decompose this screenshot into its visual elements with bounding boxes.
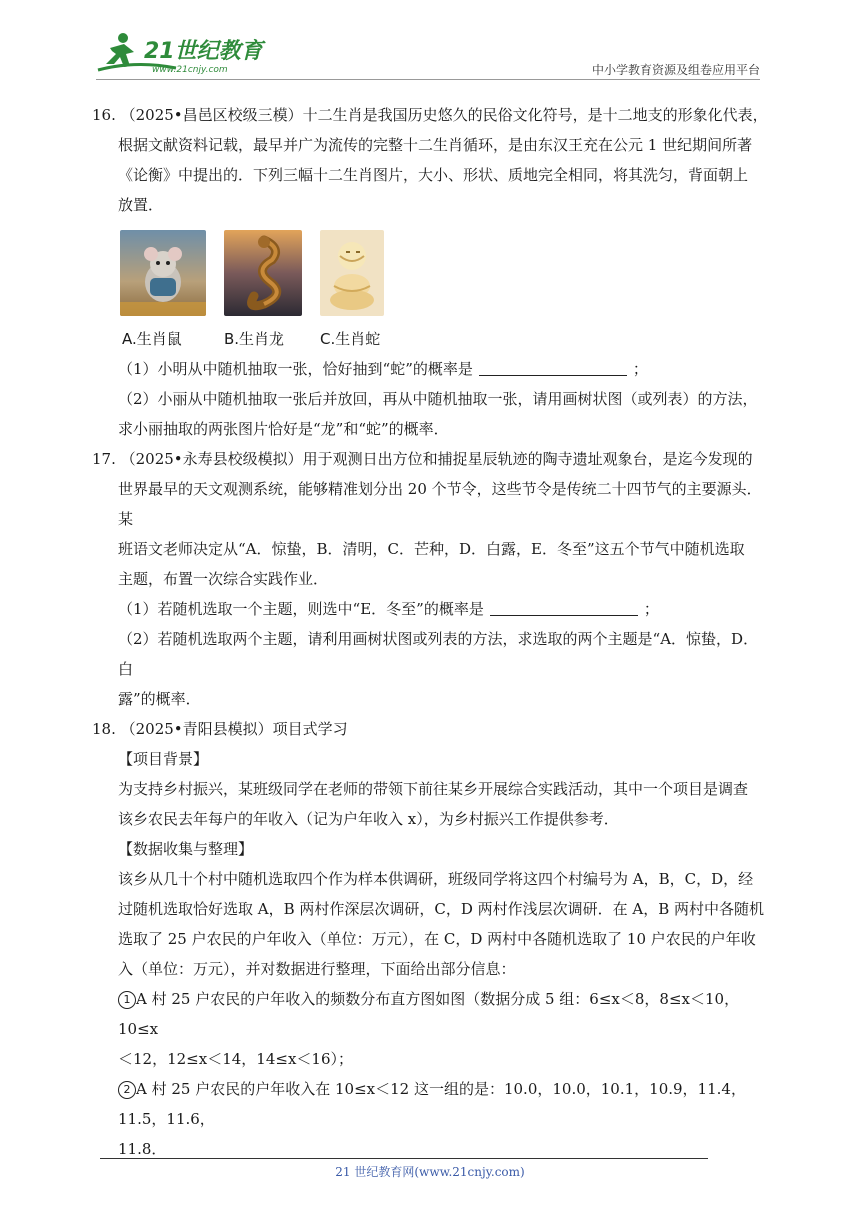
page-header (96, 30, 760, 80)
circled-number-1: 1 (118, 991, 136, 1009)
q18-info2-b: 11.8． (118, 1140, 167, 1158)
q18-line1: 18. （2025•青阳县模拟）项目式学习 (92, 720, 348, 738)
rat-image (120, 230, 206, 316)
answer-blank[interactable] (479, 358, 627, 376)
q18-data-line2: 过随机选取恰好选取 A，B 两村作深层次调研，C，D 两村作浅层次调研．在 A，B 两村中各随机 (118, 900, 765, 918)
q17-line1: 17. （2025•永寿县校级模拟）用于观测日出方位和捕捉星辰轨迹的陶寺遗址观象台，是迄今发现的 (92, 450, 753, 468)
logo-runner-icon (96, 30, 266, 76)
q17-sub2a: （2）若随机选取两个主题，请利用画树状图或列表的方法，求选取的两个主题是“A．惊蛰，D．白 (118, 630, 759, 678)
q16-sub2b: 求小丽抽取的两张图片恰好是“龙”和“蛇”的概率． (118, 420, 449, 438)
svg-text:21世纪教育: 21世纪教育 (144, 39, 263, 64)
q16-sub1: （1）小明从中随机抽取一张，恰好抽到“蛇”的概率是 ； (118, 360, 648, 378)
q17-line3: 班语文老师决定从“A．惊蛰，B．清明，C．芒种，D．白露，E．冬至”这五个节气中随机选取 (118, 540, 745, 558)
answer-blank[interactable] (490, 598, 638, 616)
q17-line4: 主题，布置一次综合实践作业． (118, 570, 329, 588)
q16-sub2a: （2）小丽从中随机抽取一张后并放回，再从中随机抽取一张，请用画树状图（或列表）的方法， (118, 390, 758, 408)
q18-heading-background: 【项目背景】 (118, 750, 209, 768)
site-logo (96, 30, 266, 76)
q18-info2-a: 2 A 村 25 户农民的户年收入在 10≤x＜12 这一组的是：10.0，10.0，10.1，10.9，11.4，11.5，11.6， (118, 1080, 746, 1128)
header-divider (96, 79, 760, 80)
q17-sub2b: 露”的概率． (118, 690, 201, 708)
q18-heading-data: 【数据收集与整理】 (118, 840, 254, 858)
q18-info1-b: ＜12，12≤x＜14，14≤x＜16）； (118, 1050, 353, 1068)
footer-divider (100, 1158, 708, 1159)
q18-bg-line2: 该乡农民去年每户的年收入（记为户年收入 x），为乡村振兴工作提供参考． (118, 810, 619, 828)
q17-sub1: （1）若随机选取一个主题，则选中“E．冬至”的概率是 ； (118, 600, 659, 618)
platform-name: 中小学教育资源及组卷应用平台 (591, 63, 760, 77)
q18-bg-line1: 为支持乡村振兴，某班级同学在老师的带领下前往某乡开展综合实践活动，其中一个项目是调查 (118, 780, 749, 798)
caption-rat: A.生肖鼠 (122, 330, 182, 348)
zodiac-images (120, 224, 772, 354)
q18-info1-a: 1 A 村 25 户农民的户年收入的频数分布直方图如图（数据分成 5 组：6≤x＜8，8≤x＜10，10≤x (118, 990, 740, 1038)
q16-line3: 《论衡》中提出的．下列三幅十二生肖图片，大小、形状、质地完全相同，将其洗匀，背面朝上 (118, 166, 749, 184)
q16-line1: 16. （2025•昌邑区校级三模）十二生肖是我国历史悠久的民俗文化符号，是十二地支的形象化代表， (92, 106, 768, 124)
q16-line2: 根据文献资料记载，最早并广为流传的完整十二生肖循环，是由东汉王充在公元 1 世纪期间所著 (118, 136, 753, 154)
circled-number-2: 2 (118, 1081, 136, 1099)
q18-data-line3: 选取了 25 户农民的户年收入（单位：万元），在 C，D 两村中各随机选取了 10 户农民的户年收 (118, 930, 756, 948)
svg-text:www.21cnjy.com: www.21cnjy.com (152, 65, 228, 75)
snake-image (320, 230, 384, 316)
q17-line2: 世界最早的天文观测系统，能够精准划分出 20 个节令，这些节令是传统二十四节气的主要源头．某 (118, 480, 762, 528)
caption-snake: C.生肖蛇 (320, 330, 381, 348)
q16-line4: 放置． (118, 196, 164, 214)
q18-data-line4: 入（单位：万元），并对数据进行整理，下面给出部分信息： (118, 960, 516, 978)
footer-text[interactable]: 21 世纪教育网(www.21cnjy.com) (335, 1165, 525, 1179)
caption-dragon: B.生肖龙 (224, 330, 285, 348)
question-content (92, 100, 772, 1164)
q18-data-line1: 该乡从几十个村中随机选取四个作为样本供调研，班级同学将这四个村编号为 A，B，C，D，经 (118, 870, 754, 888)
dragon-image (224, 230, 302, 316)
